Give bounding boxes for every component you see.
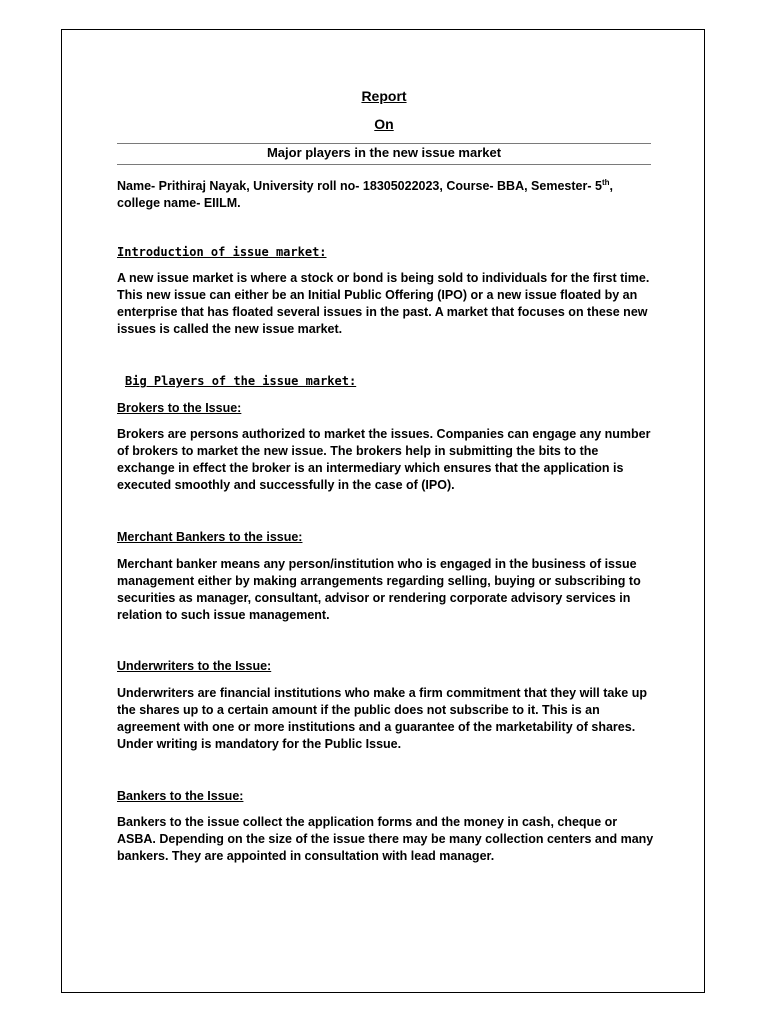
student-info-line1-end: , [609, 179, 613, 193]
bankers-paragraph: Bankers to the issue collect the application forms and the money in cash, cheque or ASBA. Depending on the size of the issue there may be many collection centers and many bankers. They are appointed in consultation with lead manager. [117, 815, 654, 863]
bankers-heading: Bankers to the Issue: [117, 789, 244, 803]
student-info-line2: college name- EIILM. [117, 196, 241, 210]
underwriters-paragraph: Underwriters are financial institutions who make a firm commitment that they will take up the shares up to a certain amount if the public does not subscribe to it. This is an agreement with one or more institutions and a guarantee of the marketability of shares. Under writing is mandatory for the Public Issue. [117, 686, 647, 751]
report-title-on: On [374, 116, 394, 132]
student-info [117, 178, 657, 212]
merchant-bankers-paragraph: Merchant banker means any person/institution who is engaged in the business of issue management either by making arrangements regarding selling, buying or subscribing to securities as manager, consultant, advisor or rendering corporate advisory services in relation to such issue management. [117, 557, 641, 622]
intro-paragraph: A new issue market is where a stock or bond is being sold to individuals for the first time. This new issue can either be an Initial Public Offering (IPO) or a new issue floated by an enterprise that has floated several issues in the past. A market that focuses on these new issues is called the new issue market. [117, 271, 650, 336]
merchant-bankers-heading: Merchant Bankers to the issue: [117, 530, 303, 544]
underwriters-heading: Underwriters to the Issue: [117, 659, 272, 673]
subtitle-bottom-rule [117, 164, 651, 165]
intro-heading: Introduction of issue market: [117, 245, 327, 259]
subtitle-top-rule [117, 143, 651, 144]
student-info-line1: Name- Prithiraj Nayak, University roll no- 18305022023, Course- BBA, Semester- 5 [117, 179, 602, 193]
report-subtitle: Major players in the new issue market [266, 145, 502, 160]
brokers-heading: Brokers to the Issue: [117, 401, 242, 415]
semester-superscript: th [601, 177, 610, 187]
report-title: Report [361, 88, 407, 104]
big-players-heading: Big Players of the issue market: [125, 374, 357, 388]
brokers-paragraph: Brokers are persons authorized to market the issues. Companies can engage any number of brokers to market the new issue. The brokers help in submitting the bits to the exchange in effect the broker is an intermediary which ensures that the application is executed smoothly and successfully in the case of (IPO). [117, 427, 651, 492]
